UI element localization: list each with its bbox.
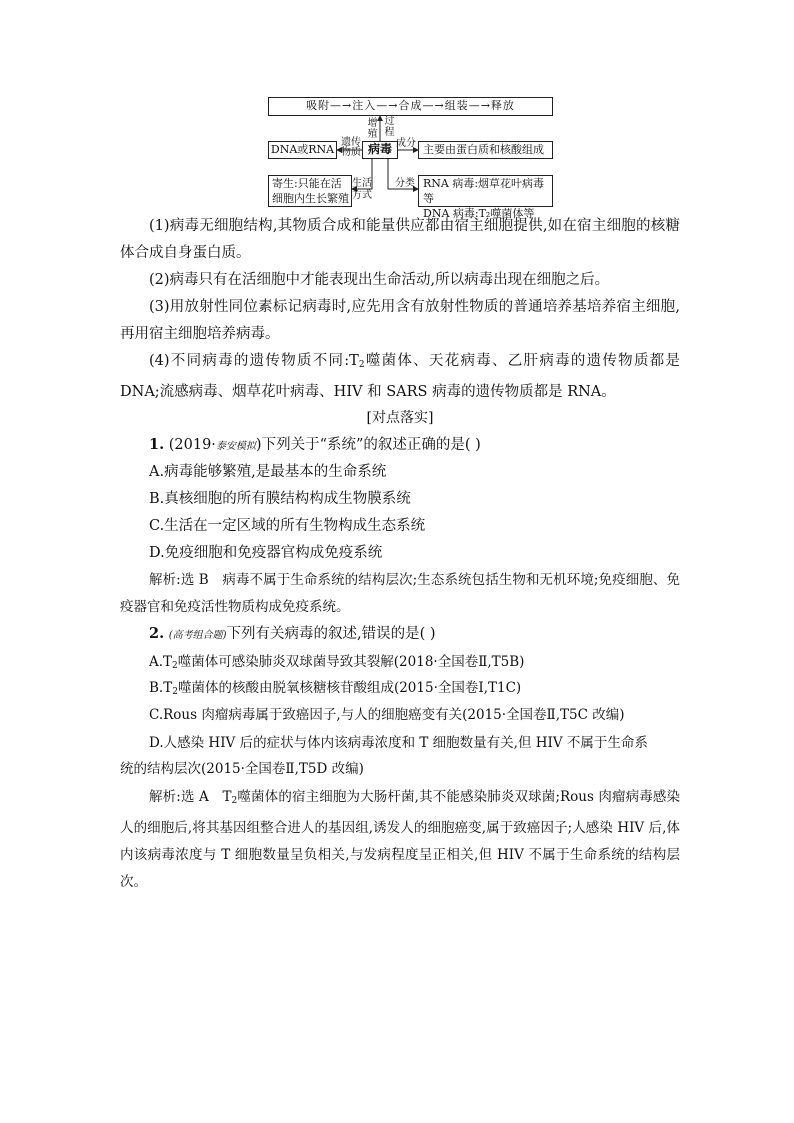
point-4 bbox=[120, 348, 680, 406]
composition-text: 主要由蛋白质和核酸组成 bbox=[423, 143, 544, 156]
label-lifestyle: 生活方式 bbox=[352, 178, 372, 201]
question-1-source: (2019· bbox=[168, 437, 216, 453]
question-2-number: 2. bbox=[149, 625, 165, 642]
virus-label: 病毒 bbox=[367, 142, 392, 156]
virus-concept-diagram bbox=[0, 0, 794, 220]
classification-box bbox=[418, 175, 553, 220]
dna-or-rna-text: DNA或RNA bbox=[270, 143, 335, 156]
dna-virus-text: DNA 病毒:T₂噬菌体等 bbox=[423, 207, 535, 220]
q1-option-c: C.生活在一定区域的所有生物构成生态系统 bbox=[149, 518, 426, 534]
question-1-stem bbox=[149, 434, 689, 458]
q1-option-a: A.病毒能够繁殖,是最基本的生命系统 bbox=[149, 464, 387, 480]
lifestyle-box bbox=[268, 175, 352, 207]
q1-option-b: B.真核细胞的所有膜结构构成生物膜系统 bbox=[149, 491, 411, 507]
question-2-text: 下列有关病毒的叙述,错误的是( ) bbox=[226, 626, 436, 642]
parasitic-line-1: 寄生:只能在活 bbox=[272, 177, 342, 190]
point-3: (3)用放射性同位素标记病毒时,应先用含有放射性物质的普通培养基培养宿主细胞,再用宿主细胞培养病毒。 bbox=[120, 299, 680, 342]
label-process: 过程 bbox=[384, 116, 395, 138]
rna-virus-text: RNA 病毒:烟草花叶病毒等 bbox=[423, 177, 545, 205]
q2-option-a-prefix: A.T bbox=[149, 654, 173, 670]
subscript: 2 bbox=[358, 360, 365, 370]
label-composition: 成分 bbox=[396, 138, 416, 149]
q2-analysis-text: 噬菌体的宿主细胞为大肠杆菌,其不能感染肺炎双球菌;Rous 肉瘤病毒感染人的细胞后,将其基因组整合进人的基因组,诱发人的细胞癌变,属于致癌因子;人感染 HIV 后,体内该病毒浓度与 T 细胞数量呈负相关,与发病程度呈正相关,但 HIV 不属于生命系统的结构层次。 bbox=[120, 789, 681, 890]
question-1-text: )下列关于“系统”的叙述正确的是( ) bbox=[255, 437, 481, 453]
point-1: (1)病毒无细胞结构,其物质合成和能量供应都由宿主细胞提供,如在宿主细胞的核糖体合成自身蛋白质。 bbox=[120, 218, 680, 261]
label-genetic-material: 遗传物质 bbox=[341, 137, 361, 158]
q2-option-c: C.Rous 肉瘤病毒属于致癌因子,与人的细胞癌变有关(2015·全国卷Ⅱ,T5C 改编) bbox=[149, 707, 625, 723]
label-proliferation: 增殖 bbox=[367, 118, 378, 140]
q2-option-d-line-2: 统的结构层次(2015·全国卷Ⅱ,T5D 改编) bbox=[120, 761, 364, 777]
genetic-material-box bbox=[268, 141, 337, 159]
q2-option-a-text: 噬菌体可感染肺炎双球菌导致其裂解(2018·全国卷Ⅱ,T5B) bbox=[177, 654, 525, 670]
subscript: 2 bbox=[231, 796, 238, 806]
q1-option-d: D.免疫细胞和免疫器官构成免疫系统 bbox=[149, 545, 383, 561]
section-title: [对点落实] bbox=[366, 410, 434, 426]
question-2-stem bbox=[149, 623, 689, 647]
process-steps-text: 吸附—→注入—→合成—→组装—→释放 bbox=[306, 99, 515, 112]
process-box bbox=[268, 97, 553, 116]
q2-option-b-text: 噬菌体的核酸由脱氧核糖核苷酸组成(2015·全国卷Ⅰ,T1C) bbox=[177, 680, 522, 696]
label-classification: 分类 bbox=[395, 178, 415, 189]
q2-option-b bbox=[149, 677, 689, 703]
q2-option-d-line-1: D.人感染 HIV 后的症状与体内该病毒浓度和 T 细胞数量有关,但 HIV 不属于生命系 bbox=[149, 735, 648, 751]
composition-box bbox=[418, 141, 553, 159]
virus-center-box bbox=[362, 141, 398, 159]
q2-option-b-prefix: B.T bbox=[149, 680, 173, 696]
point-4-prefix: (4)不同病毒的遗传物质不同:T bbox=[149, 353, 359, 369]
q2-option-a bbox=[149, 651, 689, 677]
question-2-tag: (高考组合题) bbox=[168, 630, 227, 641]
question-1-number: 1. bbox=[149, 436, 165, 453]
q2-analysis bbox=[120, 784, 680, 896]
point-2: (2)病毒只有在活细胞中才能表现出生命活动,所以病毒出现在细胞之后。 bbox=[149, 272, 610, 288]
subscript: 2 bbox=[172, 687, 178, 697]
question-1-tag: 泰安模拟 bbox=[215, 441, 256, 452]
subscript: 2 bbox=[172, 661, 178, 671]
point-4-text: 噬菌体、天花病毒、乙肝病毒的遗传物质都是 DNA;流感病毒、烟草花叶病毒、HIV 和 SARS 病毒的遗传物质都是 RNA。 bbox=[120, 353, 680, 400]
parasitic-line-2: 细胞内生长繁殖 bbox=[272, 192, 349, 205]
q2-analysis-prefix: 解析:选 A T bbox=[149, 789, 232, 805]
q1-analysis: 解析:选 B 病毒不属于生命系统的结构层次;生态系统包括生物和无机环境;免疫细胞、免疫器官和免疫活性物质构成免疫系统。 bbox=[120, 572, 680, 615]
